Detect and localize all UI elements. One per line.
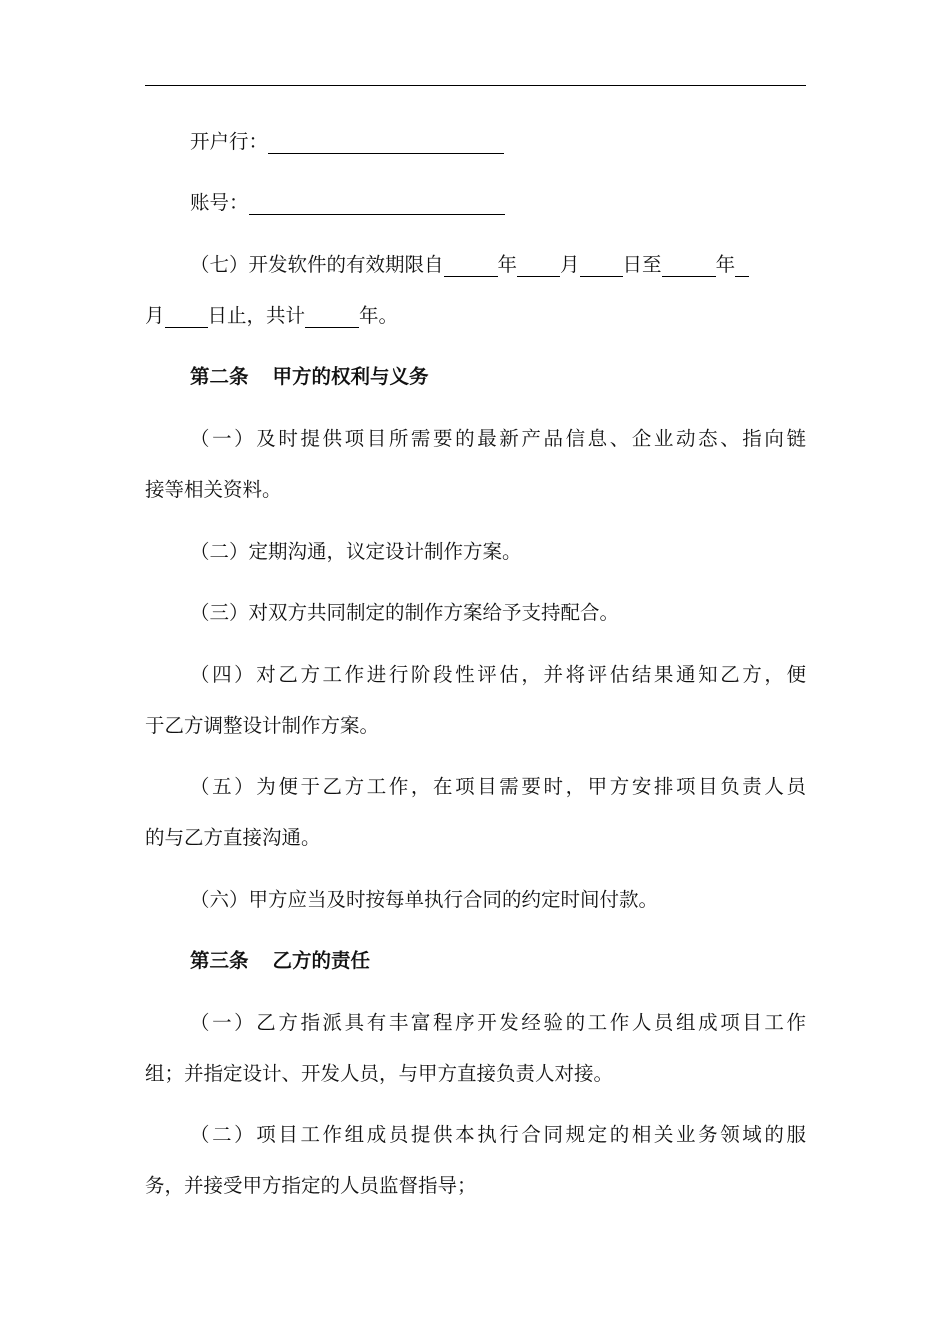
- article2-item4-line2: 于乙方调整设计制作方案。: [145, 714, 380, 737]
- bank-label: 开户行：: [190, 130, 269, 153]
- end-day-blank[interactable]: [165, 303, 208, 328]
- validity-prefix: （七）开发软件的有效期限自: [190, 253, 444, 276]
- article2-item5-line1: （五）为便于乙方工作，在项目需要时，甲方安排项目负责人员: [190, 775, 806, 798]
- month-label: 月: [560, 253, 580, 276]
- article2-item3: （三）对双方共同制定的制作方案给予支持配合。: [190, 601, 620, 624]
- article3-item1-line1: （一）乙方指派具有丰富程序开发经验的工作人员组成项目工作: [190, 1011, 806, 1034]
- article3-title: 乙方的责任: [272, 949, 371, 972]
- end-month-blank-start[interactable]: [735, 252, 749, 277]
- article2-item6: （六）甲方应当及时按每单执行合同的约定时间付款。: [190, 888, 659, 911]
- article2-heading: [145, 360, 806, 394]
- bank-blank[interactable]: [268, 129, 504, 154]
- article3-item1-line2: 组；并指定设计、开发人员，与甲方直接负责人对接。: [145, 1062, 614, 1085]
- day-end-label: 日止，共计: [207, 304, 306, 327]
- article2-item1-line2: 接等相关资料。: [145, 478, 282, 501]
- article2-title: 甲方的权利与义务: [272, 365, 429, 388]
- bank-line: [145, 125, 806, 159]
- start-day-blank[interactable]: [580, 252, 623, 277]
- article3-item2-line1: （二）项目工作组成员提供本执行合同规定的相关业务领域的服: [190, 1123, 806, 1146]
- validity-line-1: [145, 248, 806, 282]
- article3-number: 第三条: [190, 949, 249, 972]
- header-rule: [145, 85, 806, 86]
- article3-heading: [145, 944, 806, 978]
- start-month-blank[interactable]: [517, 252, 560, 277]
- year-label: 年: [497, 253, 518, 276]
- start-year-blank[interactable]: [444, 252, 498, 277]
- article2-item1-line1: （一）及时提供项目所需要的最新产品信息、企业动态、指向链: [190, 427, 806, 450]
- validity-line-2: [145, 299, 806, 333]
- article3-item2-line2: 务，并接受甲方指定的人员监督指导；: [145, 1174, 477, 1197]
- article2-item4-line1: （四）对乙方工作进行阶段性评估，并将评估结果通知乙方，便: [190, 663, 806, 686]
- article2-item2: （二）定期沟通，议定设计制作方案。: [190, 540, 522, 563]
- total-years-blank[interactable]: [305, 303, 359, 328]
- account-label: 账号：: [190, 191, 249, 214]
- account-line: [145, 186, 806, 220]
- article2-number: 第二条: [190, 365, 249, 388]
- end-year-blank[interactable]: [662, 252, 716, 277]
- article2-item5-line2: 的与乙方直接沟通。: [145, 826, 321, 849]
- month2-label: 月: [145, 304, 165, 327]
- day-to-label: 日至: [622, 253, 662, 276]
- account-blank[interactable]: [249, 190, 505, 215]
- year2-label: 年: [715, 253, 736, 276]
- year3-label: 年。: [359, 304, 399, 327]
